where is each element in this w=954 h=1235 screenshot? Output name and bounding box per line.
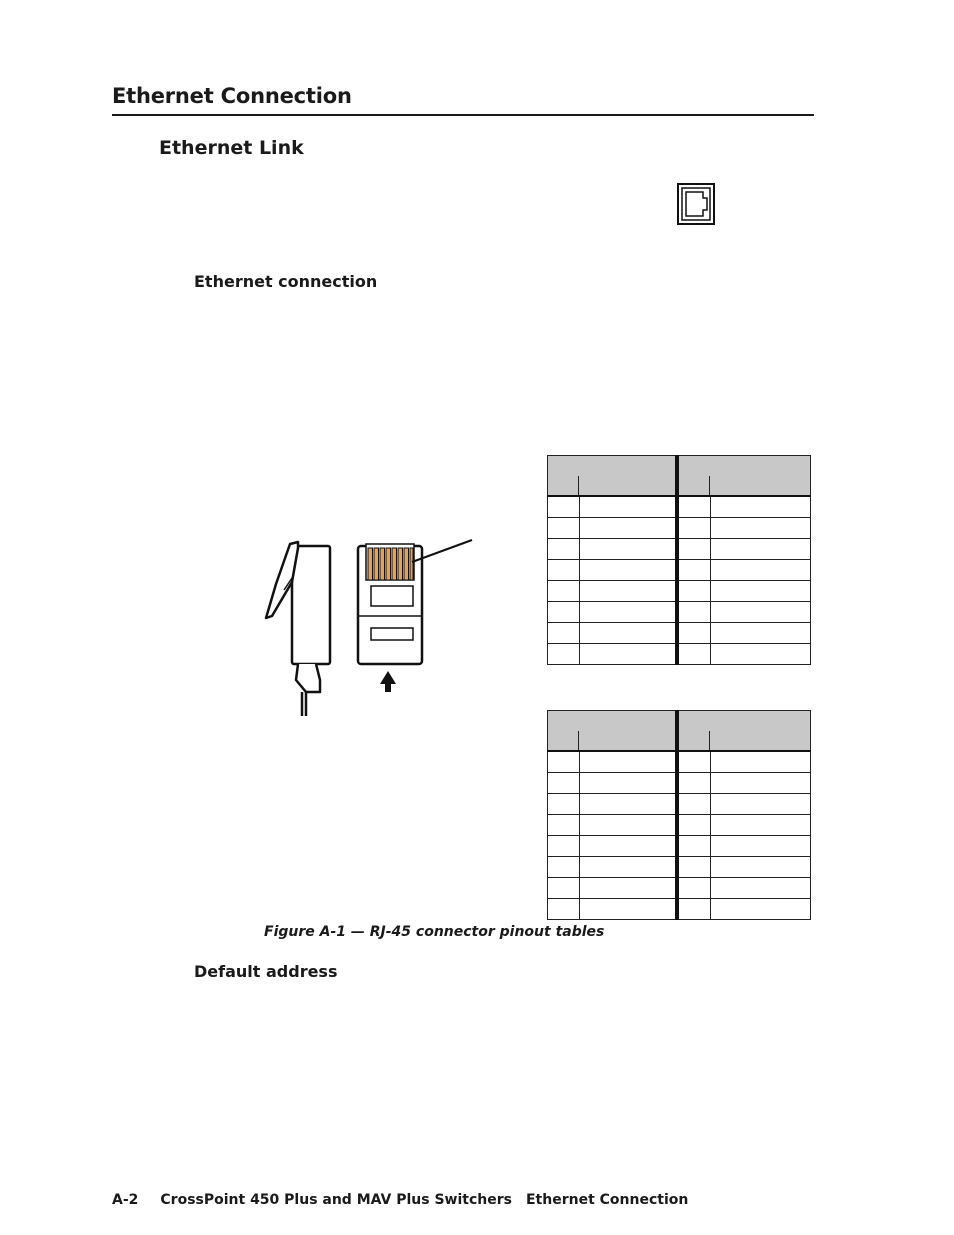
table-row [548,602,811,623]
table-row [548,581,811,602]
table-header-row [548,456,811,497]
title-rule [112,114,814,116]
table-row [548,794,811,815]
section-title: Ethernet Connection [112,84,352,108]
footer-section-name: Ethernet Connection [525,1192,689,1208]
up-arrow-icon [380,671,396,692]
table-row [548,815,811,836]
page-number: A-2 [112,1192,139,1208]
subsection-title: Ethernet Link [159,137,304,159]
table-row [548,751,811,773]
rj45-plug-side-view [266,542,330,716]
table-header-row [548,711,811,752]
table-row [548,773,811,794]
table-row [548,644,811,665]
pinout-table-a [547,455,811,665]
table-row [548,899,811,920]
table-row [548,857,811,878]
heading-ethernet-connection: Ethernet connection [194,272,378,291]
heading-default-address: Default address [194,962,338,981]
rj45-plug-front-view [358,540,472,692]
page-footer [112,1192,688,1208]
figure-caption: Figure A-1 — RJ-45 connector pinout tables [264,924,605,940]
table-row [548,878,811,899]
pinout-table-b [547,710,811,920]
footer-document-title: CrossPoint 450 Plus and MAV Plus Switchers [160,1192,512,1208]
table-row [548,560,811,581]
table-row [548,539,811,560]
table-row [548,496,811,518]
table-row [548,836,811,857]
table-row [548,623,811,644]
rj45-port-icon [677,183,715,225]
rj45-plug-illustration [262,534,477,720]
table-row [548,518,811,539]
